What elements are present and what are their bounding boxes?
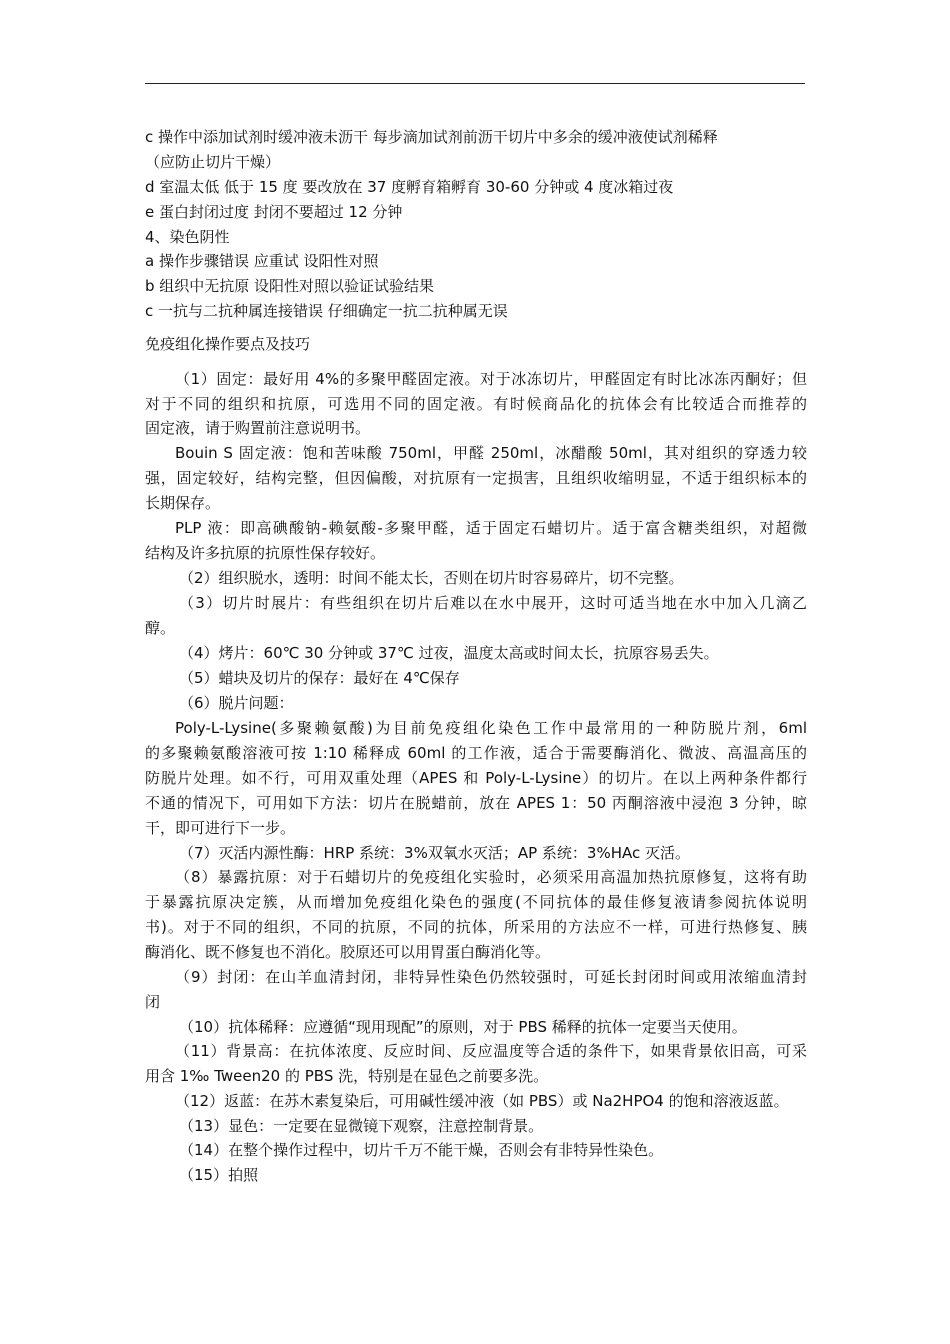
text-line: （10）抗体稀释：应遵循“现用现配”的原则，对于 PBS 稀释的抗体一定要当天使用。: [179, 1018, 747, 1036]
text-line: （应防止切片干燥）: [145, 153, 281, 171]
text-line: b 组织中无抗原 设阳性对照以验证试验结果: [145, 277, 435, 295]
text-line: 干，即可进行下一步。: [145, 819, 296, 837]
header-rule: [145, 83, 805, 84]
text-line: （2）组织脱水，透明：时间不能太长，否则在切片时容易碎片，切不完整。: [179, 569, 684, 587]
text-line: 醇。: [145, 619, 176, 637]
text-line: PLP 液：即高碘酸钠-赖氨酸-多聚甲醛，适于固定石蜡切片。适于富含糖类组织，对超微: [175, 519, 807, 537]
text-line: （5）蜡块及切片的保存：最好在 4℃保存: [179, 669, 460, 687]
text-line: （9）封闭：在山羊血清封闭，非特异性染色仍然较强时，可延长封闭时间或用浓缩血清封: [175, 968, 807, 986]
text-line: 书)。对于不同的组织，不同的抗原，不同的抗体，所采用的方法应不一样，可进行热修复、胰: [145, 918, 807, 936]
text-line: （13）显色：一定要在显微镜下观察，注意控制背景。: [179, 1117, 544, 1135]
text-line: c 一抗与二抗种属连接错误 仔细确定一抗二抗种属无误: [145, 302, 508, 320]
text-line: 的多聚赖氨酸溶液可按 1:10 稀释成 60ml 的工作液，适合于需要酶消化、微波、高温高压的: [145, 744, 807, 762]
text-line: 长期保存。: [145, 494, 221, 512]
text-line: 于暴露抗原决定簇，从而增加免疫组化染色的强度(不同抗体的最佳修复液请参阅抗体说明: [145, 893, 807, 911]
text-line: 闭: [145, 993, 161, 1011]
text-line: 对于不同的组织和抗原，可选用不同的固定液。有时候商品化的抗体会有比较适合而推荐的: [145, 395, 807, 413]
text-line: 防脱片处理。如不行，可用双重处理（APES 和 Poly-L-Lysine）的切片。在以上两种条件都行: [145, 769, 807, 787]
text-line: （7）灭活内源性酶：HRP 系统：3%双氧水灭活；AP 系统：3%HAc 灭活。: [179, 844, 691, 862]
text-line: c 操作中添加试剂时缓冲液未沥干 每步滴加试剂前沥干切片中多余的缓冲液使试剂稀释: [145, 128, 718, 146]
text-line: （8）暴露抗原：对于石蜡切片的免疫组化实验时，必须采用高温加热抗原修复，这将有助: [175, 868, 807, 886]
text-line: （12）返蓝：在苏木素复染后，可用碱性缓冲液（如 PBS）或 Na2HPO4 的饱和溶液返蓝。: [175, 1092, 789, 1110]
section-title: 免疫组化操作要点及技巧: [145, 335, 311, 353]
text-line: 固定液，请于购置前注意说明书。: [145, 419, 371, 437]
text-line: d 室温太低 低于 15 度 要改放在 37 度孵育箱孵育 30-60 分钟或 4 度冰箱过夜: [145, 178, 674, 196]
text-line: （4）烤片：60℃ 30 分钟或 37℃ 过夜，温度太高或时间太长，抗原容易丢失。: [179, 644, 719, 662]
text-line: 不通的情况下，可用如下方法：切片在脱蜡前，放在 APES 1：50 丙酮溶液中浸泡 3 分钟，晾: [145, 794, 807, 812]
text-line: e 蛋白封闭过度 封闭不要超过 12 分钟: [145, 203, 403, 221]
text-line: 结构及许多抗原的抗原性保存较好。: [145, 544, 386, 562]
text-line: 强，固定较好，结构完整，但因偏酸，对抗原有一定损害，且组织收缩明显，不适于组织标本的: [145, 469, 807, 487]
section-heading: 4、染色阴性: [145, 228, 230, 246]
text-line: Poly-L-Lysine(多聚赖氨酸)为目前免疫组化染色工作中最常用的一种防脱片剂，6ml: [175, 719, 807, 737]
text-line: （3）切片时展片：有些组织在切片后难以在水中展开，这时可适当地在水中加入几滴乙: [179, 594, 807, 612]
text-line: a 操作步骤错误 应重试 设阳性对照: [145, 252, 379, 270]
text-line: （14）在整个操作过程中，切片千万不能干燥，否则会有非特异性染色。: [179, 1141, 664, 1159]
text-line: 用含 1‰ Tween20 的 PBS 洗，特别是在显色之前要多洗。: [145, 1067, 549, 1085]
text-line: （6）脱片问题：: [179, 694, 294, 712]
text-line: （1）固定：最好用 4%的多聚甲醛固定液。对于冰冻切片，甲醛固定有时比冰冻丙酮好；但: [175, 370, 807, 388]
text-line: （11）背景高：在抗体浓度、反应时间、反应温度等合适的条件下，如果背景依旧高，可采: [175, 1042, 807, 1060]
text-line: Bouin S 固定液：饱和苦味酸 750ml，甲醛 250ml，冰醋酸 50ml，其对组织的穿透力较: [175, 444, 807, 462]
text-line: （15）拍照: [179, 1166, 259, 1184]
text-line: 酶消化、既不修复也不消化。胶原还可以用胃蛋白酶消化等。: [145, 943, 551, 961]
